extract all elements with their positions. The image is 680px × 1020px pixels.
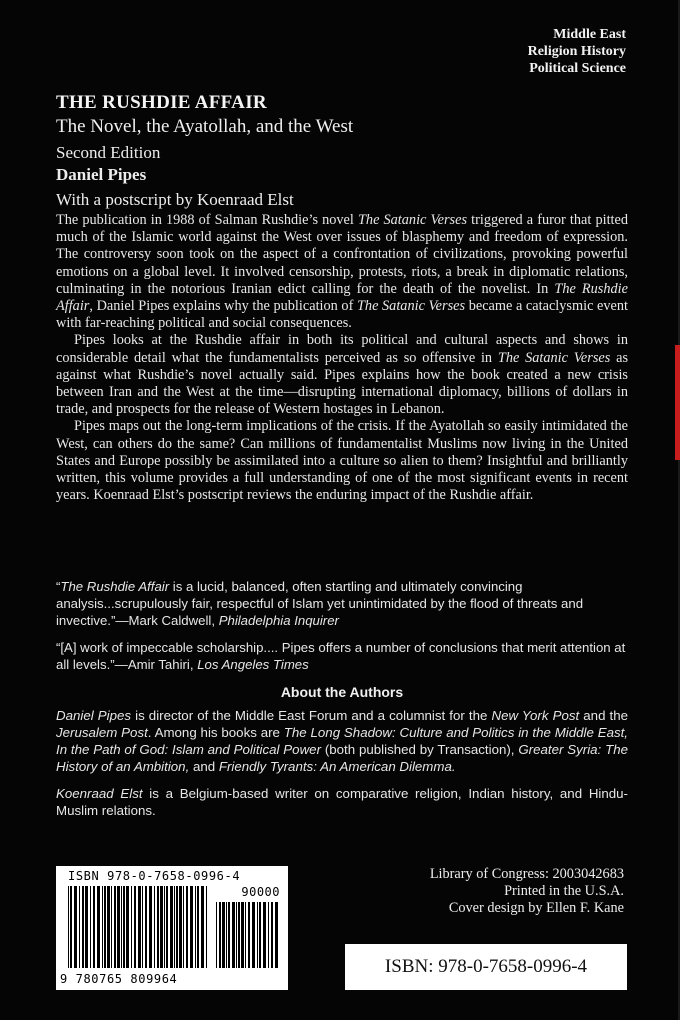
barcode-bar	[228, 902, 230, 968]
subject-categories	[528, 26, 626, 77]
book-subtitle: The Novel, the Ayatollah, and the West	[56, 116, 354, 137]
edition-label: Second Edition	[56, 143, 161, 162]
about-authors-heading: About the Authors	[280, 684, 404, 700]
barcode-bar	[104, 886, 106, 968]
spine-red-mark	[675, 345, 680, 460]
barcode-bar	[164, 886, 165, 968]
author-name: Daniel Pipes	[56, 165, 147, 184]
barcode-bar	[236, 902, 237, 968]
barcode-bar	[97, 886, 100, 968]
book-title: THE RUSHDIE AFFAIR	[56, 92, 267, 113]
barcode-bar	[174, 886, 175, 968]
library-of-congress: Library of Congress: 2003042683	[429, 866, 624, 882]
about-elst: Koenraad Elst is a Belgium-based writer on comparative religion, Indian history, and Hindu-Muslim relations.	[56, 786, 628, 818]
isbn-box-text: ISBN: 978-0-7658-0996-4	[384, 956, 588, 977]
barcode-bar	[121, 886, 122, 968]
cover-design-credit: Cover design by Ellen F. Kane	[448, 900, 624, 916]
barcode-bar	[263, 902, 266, 968]
publication-credits	[430, 866, 624, 917]
barcode-bar	[85, 886, 88, 968]
barcode-bar	[219, 902, 221, 968]
barcode-bar	[138, 886, 141, 968]
postscript-credit: With a postscript by Koenraad Elst	[56, 190, 294, 209]
barcode-bar	[82, 886, 84, 968]
subject-1: Middle East	[553, 27, 626, 42]
barcode-bar	[206, 886, 207, 968]
barcode-bar	[166, 886, 168, 968]
barcode-bar	[126, 886, 129, 968]
description-paragraph-3: Pipes maps out the long-term implications of the crisis. If the Ayatollah so easily intimidated the West, can others do the same? Can millions of fundamentalist Muslims now living in the United States and Europe possibly be assimilated into a culture so alien to them? Insightful and brilliantly written, this volume provides a full understanding of one of the most significant events in recent years. Koenraad Elst’s postscript reviews the enduring impact of the Rushdie affair.	[56, 418, 628, 504]
barcode-bar	[259, 902, 261, 968]
barcode-bar	[216, 902, 217, 968]
barcode-bar	[257, 902, 258, 968]
subject-2: Religion History	[527, 44, 626, 59]
barcode-bar	[70, 886, 72, 968]
barcode-addon-bars	[216, 902, 278, 968]
barcode-bar	[271, 902, 273, 968]
title-block	[56, 92, 616, 210]
barcode-bar	[123, 886, 125, 968]
barcode-bar	[160, 886, 163, 968]
review-quote-2: “[A] work of impeccable scholarship.... Pipes offers a number of conclusions that merit attention at all levels.”—Amir Tahiri, Los Angeles Times	[56, 640, 626, 672]
printed-in: Printed in the U.S.A.	[504, 883, 624, 899]
barcode-bars	[68, 886, 208, 968]
barcode-bar	[183, 886, 184, 968]
barcode-bar	[79, 886, 80, 968]
barcode-bar	[111, 886, 112, 968]
barcode-bar	[195, 886, 196, 968]
book-description	[56, 212, 628, 504]
barcode-bar	[241, 902, 244, 968]
barcode-bar	[114, 886, 116, 968]
barcode-bar	[117, 886, 120, 968]
barcode-bar	[134, 886, 136, 968]
barcode-bar	[186, 886, 188, 968]
barcode-bar	[93, 886, 95, 968]
barcode-bar	[102, 886, 103, 968]
barcode-bar	[201, 886, 204, 968]
barcode-digits: 9 780765 809964	[60, 972, 178, 986]
barcode-price-code: 90000	[241, 885, 280, 899]
barcode-bar	[154, 886, 155, 968]
barcode-bar	[68, 886, 69, 968]
barcode-bar	[245, 902, 246, 968]
isbn-box	[345, 944, 627, 990]
barcode-bar	[170, 886, 173, 968]
description-paragraph-2: Pipes looks at the Rushdie affair in both its political and cultural aspects and shows in considerable detail what the fundamentalists perceived as so offensive in The Satanic Verses as against what Rushdie’s novel actually said. Pipes explains how the book created a new crisis between Iran and the West at the time—disrupting international diplomacy, billions of dollars in trade, and prospects for the release of Western hostages in Lebanon.	[56, 332, 629, 418]
about-authors	[56, 707, 628, 829]
barcode-bar	[238, 902, 240, 968]
barcode-bar	[176, 886, 178, 968]
barcode-bar	[107, 886, 110, 968]
barcode-bar	[197, 886, 199, 968]
barcode-bar	[149, 886, 152, 968]
subject-3: Political Science	[529, 61, 626, 76]
barcode-bar	[248, 902, 250, 968]
review-quotes	[56, 578, 628, 683]
barcode-bar	[190, 886, 193, 968]
isbn-barcode	[56, 866, 288, 990]
barcode-bar	[252, 902, 255, 968]
barcode-bar	[90, 886, 91, 968]
barcode-bar	[268, 902, 269, 968]
barcode-bar	[145, 886, 147, 968]
review-quote-1: “The Rushdie Affair is a lucid, balanced, often startling and ultimately convincing analysis...scrupulously fair, respectful of Islam yet unintimidated by the flood of threats and invective.”—Mark Caldwell, Philadelphia Inquirer	[56, 579, 584, 628]
about-pipes: Daniel Pipes is director of the Middle East Forum and a columnist for the New York Post and the Jerusalem Post. Among his books are The Long Shadow: Culture and Politics in the Middle East, In the Path of God: Islam and Political Power (both published by Transaction), Greater Syria: The History of an Ambition, and Friendly Tyrants: An American Dilemma.	[56, 708, 629, 774]
barcode-isbn-label: ISBN 978-0-7658-0996-4	[68, 869, 241, 883]
description-paragraph-1: The publication in 1988 of Salman Rushdie’s novel The Satanic Verses triggered a furor that pitted much of the Islamic world against the West over issues of blasphemy and freedom of expression. The controversy soon took on the aspect of a confrontation of civilizations, provoking powerful emotions on a global level. It involved censorship, protests, riots, a break in diplomatic relations, culminating in the notorious Iranian edict calling for the death of the novelist. In The Rushdie Affair, Daniel Pipes explains why the publication of The Satanic Verses became a cataclysmic event with far-reaching political and social consequences.	[56, 212, 629, 332]
barcode-bar	[179, 886, 182, 968]
barcode-bar	[74, 886, 77, 968]
barcode-bar	[142, 886, 143, 968]
barcode-bar	[157, 886, 159, 968]
barcode-bar	[131, 886, 132, 968]
barcode-bar	[222, 902, 225, 968]
barcode-bar	[232, 902, 235, 968]
barcode-bar	[226, 902, 227, 968]
barcode-bar	[275, 902, 278, 968]
